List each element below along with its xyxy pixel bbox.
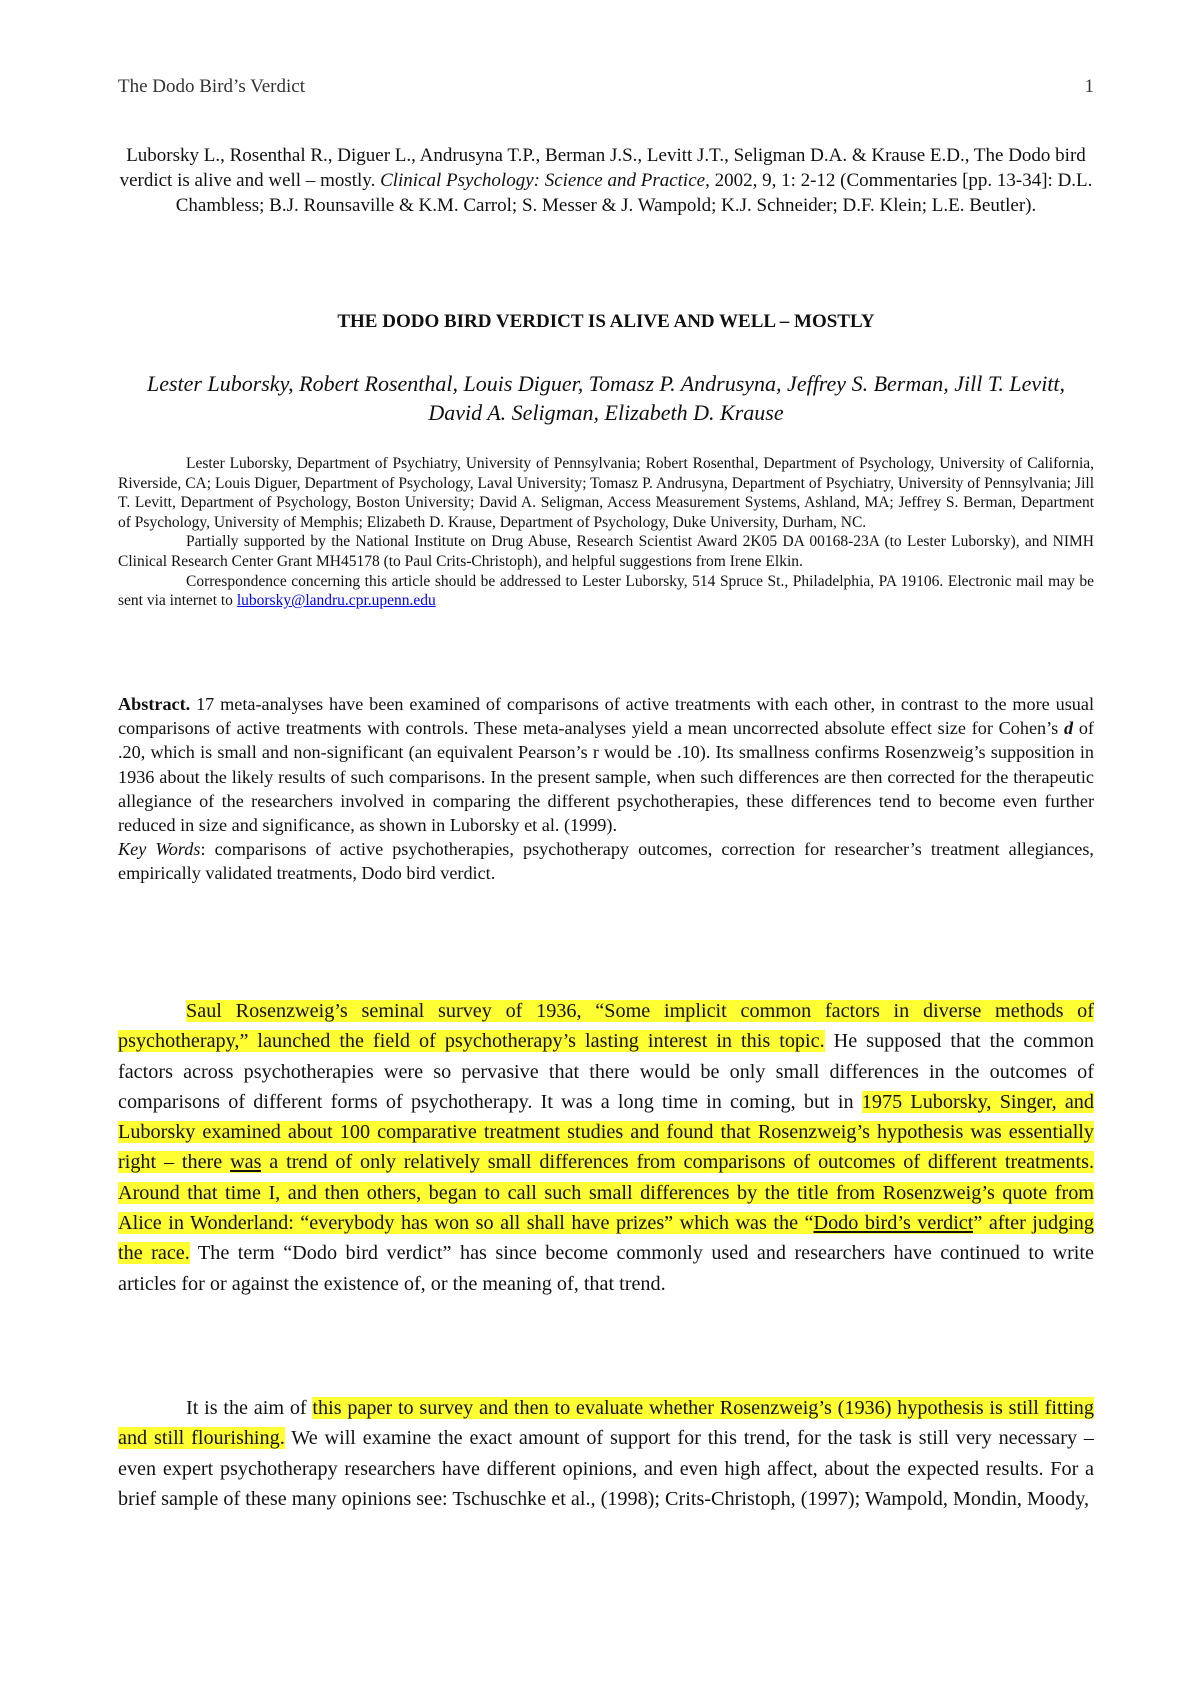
correspondence-paragraph [118,572,1094,611]
abstract-label: Abstract. [118,694,191,714]
abstract-text-2: of .20, which is small and non-significant (an equivalent Pearson’s r would be .10). Its smallness confirms Rosenzweig’s supposition in 1936 about the likely results of such comparisons. In the present sample, when such differences are then corrected for the therapeutic allegiance of the researchers involved in comparing the different psychotherapies, these differences tend to become even further reduced in size and significance, as shown in Luborsky et al. (1999). [118,718,1094,836]
highlighted-text: Saul Rosenzweig’s seminal survey of 1936, “Some implicit common factors in diverse methods of psychotherapy,” launched the field of psychotherapy’s lasting interest in this topic. [118,1000,1094,1053]
article-authors: Lester Luborsky, Robert Rosenthal, Louis Diguer, Tomasz P. Andrusyna, Jeffrey S. Berman, Jill T. Levitt, David A. Seligman, Elizabeth D. Krause [146,371,1066,425]
underlined-text: Dodo bird’s verdict [813,1212,974,1235]
affiliations-block [118,454,1094,611]
abstract-paragraph [118,692,1094,837]
citation-journal: Clinical Psychology: Science and Practice [380,170,706,191]
highlighted-text: ” after judging the race. [118,1212,1094,1265]
body-text: It is the aim of [186,1397,313,1419]
keywords-text: : comparisons of active psychotherapies, psychotherapy outcomes, correction for researcher’s treatment allegiances, empirically validated treatments, Dodo bird verdict. [118,839,1094,884]
correspondence-text: Correspondence concerning this article should be addressed to Lester Luborsky, 514 Spruce St., Philadelphia, PA 19106. Electronic mail may be sent via internet to [118,572,1094,610]
citation-details: , 2002, 9, 1: 2-12 (Commentaries [pp. 13-34]: D.L. Chambless; B.J. Rounsaville & K.M. Carrol; S. Messer & J. Wampold; K.J. Schneider; D.F. Klein; L.E. Beutler). [175,170,1093,216]
body-text: The term “Dodo bird verdict” has since become commonly used and researchers have continued to write articles for or against the existence of, or the meaning of, that trend. [118,1242,1094,1295]
abstract-block [118,692,1094,886]
running-header [118,76,1094,98]
page-number: 1 [1084,76,1094,97]
body-paragraph-2 [118,1393,1094,1514]
keywords-label: Key Words [118,839,201,860]
highlighted-text: this paper to survey and then to evaluate whether Rosenzweig’s (1936) hypothesis is still fitting and still flourishing. [118,1397,1094,1450]
keywords-paragraph [118,837,1094,885]
highlighted-text: 1975 Luborsky, Singer, and Luborsky examined about 100 comparative treatment studies and found that Rosenzweig’s hypothesis was essentially right – there [118,1090,1094,1174]
email-link[interactable]: luborsky@landru.cpr.upenn.edu [236,592,436,610]
underlined-text: was [230,1151,262,1174]
abstract-text-1: 17 meta-analyses have been examined of comparisons of active treatments with each other, in contrast to the more usual comparisons of active treatments with controls. These meta-analyses yield a mean uncorrected absolute effect size for Cohen’s [118,694,1094,739]
affiliations-paragraph: Lester Luborsky, Department of Psychiatry, University of Pennsylvania; Robert Rosenthal, Department of Psychology, University of California, Riverside, CA; Louis Diguer, Department of Psychology, Laval University; Tomasz P. Andrusyna, Department of Psychiatry, University of Pennsylvania; Jill T. Levitt, Department of Psychology, Boston University; David A. Seligman, Access Measurement Systems, Ashland, MA; Jeffrey S. Berman, Department of Psychology, University of Memphis; Elizabeth D. Krause, Department of Psychology, Duke University, Durham, NC. [118,455,1094,531]
body-text: He supposed that the common factors across psychotherapies were so pervasive that there would be only small differences in the outcomes of comparisons of different forms of psychotherapy. It was a long time in coming, but in [118,1030,1095,1113]
body-text: We will examine the exact amount of support for this trend, for the task is still very necessary – even expert psychotherapy researchers have different opinions, and even high affect, about the expected results. For a brief sample of these many opinions see: Tschuschke et al., (1998); Crits-Christoph, (1997); Wampold, Mondin, Moody, [118,1427,1094,1510]
highlighted-text: a trend of only relatively small differences from comparisons of outcomes of different treatments. Around that time I, and then others, began to call such small differences by the title from Rosenzweig’s quote from Alice in Wonderland: “everybody has won so all shall have prizes” which was the “ [118,1151,1094,1235]
article-title: THE DODO BIRD VERDICT IS ALIVE AND WELL – MOSTLY [337,311,875,332]
running-title: The Dodo Bird’s Verdict [118,76,305,97]
cohen-d-symbol: d [1064,718,1074,739]
body-paragraph-1 [118,996,1094,1299]
citation-authors: Luborsky L., Rosenthal R., Diguer L., Andrusyna T.P., Berman J.S., Levitt J.T., Seligman D.A. & Krause E.D., The Dodo bird verdict is alive and well – mostly. [119,145,1086,191]
funding-paragraph: Partially supported by the National Institute on Drug Abuse, Research Scientist Award 2K05 DA 00168-23A (to Lester Luborsky), and NIMH Clinical Research Center Grant MH45178 (to Paul Crits-Christoph), and helpful suggestions from Irene Elkin. [118,533,1094,570]
citation-block [118,143,1094,218]
